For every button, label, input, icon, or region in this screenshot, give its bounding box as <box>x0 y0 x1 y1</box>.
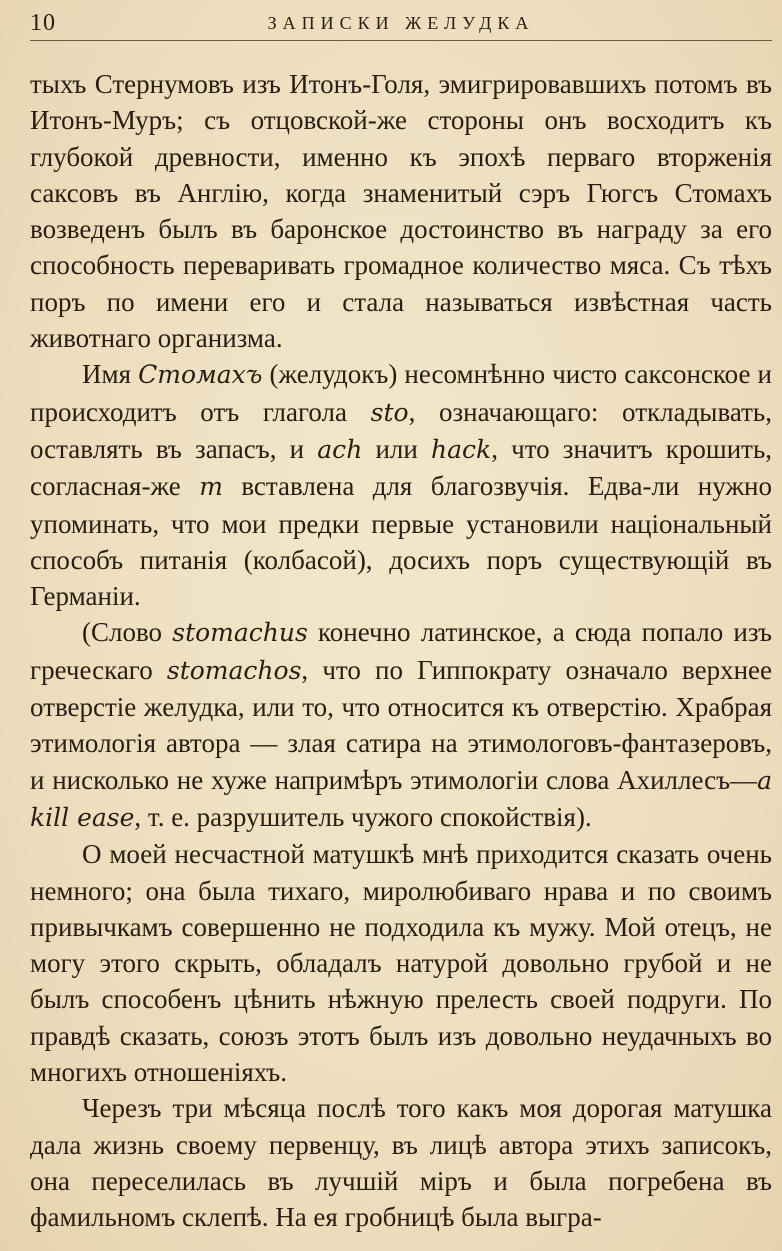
text-run: О моей несчастной матушкѣ мнѣ приходится сказать очень немного; она была тихаго, миролюбиваго нрава и по своимъ привычкамъ совершенно не подходила къ мужу. Мой отецъ, не могу этого скрыть, обладалъ натурой довольно грубой и не былъ способенъ цѣнить нѣжную прелесть своей подруги. По правдѣ сказать, союзъ этотъ былъ изъ довольно неудачныхъ во многихъ отношеніяхъ. <box>30 839 772 1088</box>
italic-term: sto <box>370 397 409 427</box>
text-run: , что значитъ крошить, согласная-же <box>30 433 773 502</box>
text-run: Черезъ три мѣсяца послѣ того какъ моя дорогая матушка дала жизнь своему первенцу, въ лицѣ автора этихъ записокъ, она переселилась въ лучшій міръ и была погребена въ фамильномъ склепѣ. На ея гробницѣ была выгра- <box>30 1093 772 1233</box>
italic-term: stomachus <box>172 618 308 648</box>
body-text <box>30 66 772 1236</box>
italic-term: Стомахъ <box>138 360 263 390</box>
italic-term: ach <box>317 434 363 464</box>
italic-term: a kill ease <box>30 765 772 832</box>
text-run: , означающаго: откладывать, оставлять въ запасъ, и <box>30 396 772 464</box>
text-run: Имя <box>82 359 139 390</box>
paragraph <box>30 614 772 836</box>
text-run: вставлена для благозвучія. Едва-ли нужно упоминать, что мои предки первые установили національный способъ питанія (колбасой), досихъ поръ существующій въ Германіи. <box>30 471 772 612</box>
text-run: (Слово <box>82 617 173 648</box>
paragraph <box>30 66 772 356</box>
running-head <box>30 6 772 41</box>
text-run: (желудокъ) несомнѣнно чисто саксонское и происходитъ отъ глагола <box>30 359 772 427</box>
page-number: 10 <box>30 9 56 36</box>
italic-term: m <box>199 472 223 502</box>
italic-term: stomachos <box>166 655 302 685</box>
text-run: конечно латинское, а сюда попало изъ греческаго <box>30 617 773 685</box>
paragraph <box>30 1090 772 1235</box>
paragraph <box>30 836 772 1090</box>
paragraph <box>30 356 772 614</box>
text-run: , что по Гиппократу означало верхнее отверстіе желудка, или то, что относится къ отверстію. Храбрая этимологія автора — злая сатира на этимологовъ-фантазеровъ, и нисколько не хуже напримѣръ этимологіи слова Ахиллесъ— <box>30 654 773 795</box>
text-run: , т. е. разрушитель чужого спокойствія). <box>134 801 592 832</box>
text-run: тыхъ Стернумовъ изъ Итонъ-Голя, эмигрировавшихъ потомъ въ Итонъ-Муръ; съ отцовской-же стороны онъ восходитъ къ глубокой древности, именно къ эпохѣ перваго вторженія саксовъ въ Англію, когда знаменитый сэръ Гюгсъ Стомахъ возведенъ былъ въ баронское достоинство въ награду за его способность переваривать громадное количество мяса. Съ тѣхъ поръ по имени его и стала называться извѣстная часть животнаго организма. <box>30 69 772 354</box>
italic-term: hack <box>431 434 492 464</box>
running-title: ЗАПИСКИ ЖЕЛУДКА <box>267 12 535 33</box>
text-run: или <box>362 433 432 464</box>
